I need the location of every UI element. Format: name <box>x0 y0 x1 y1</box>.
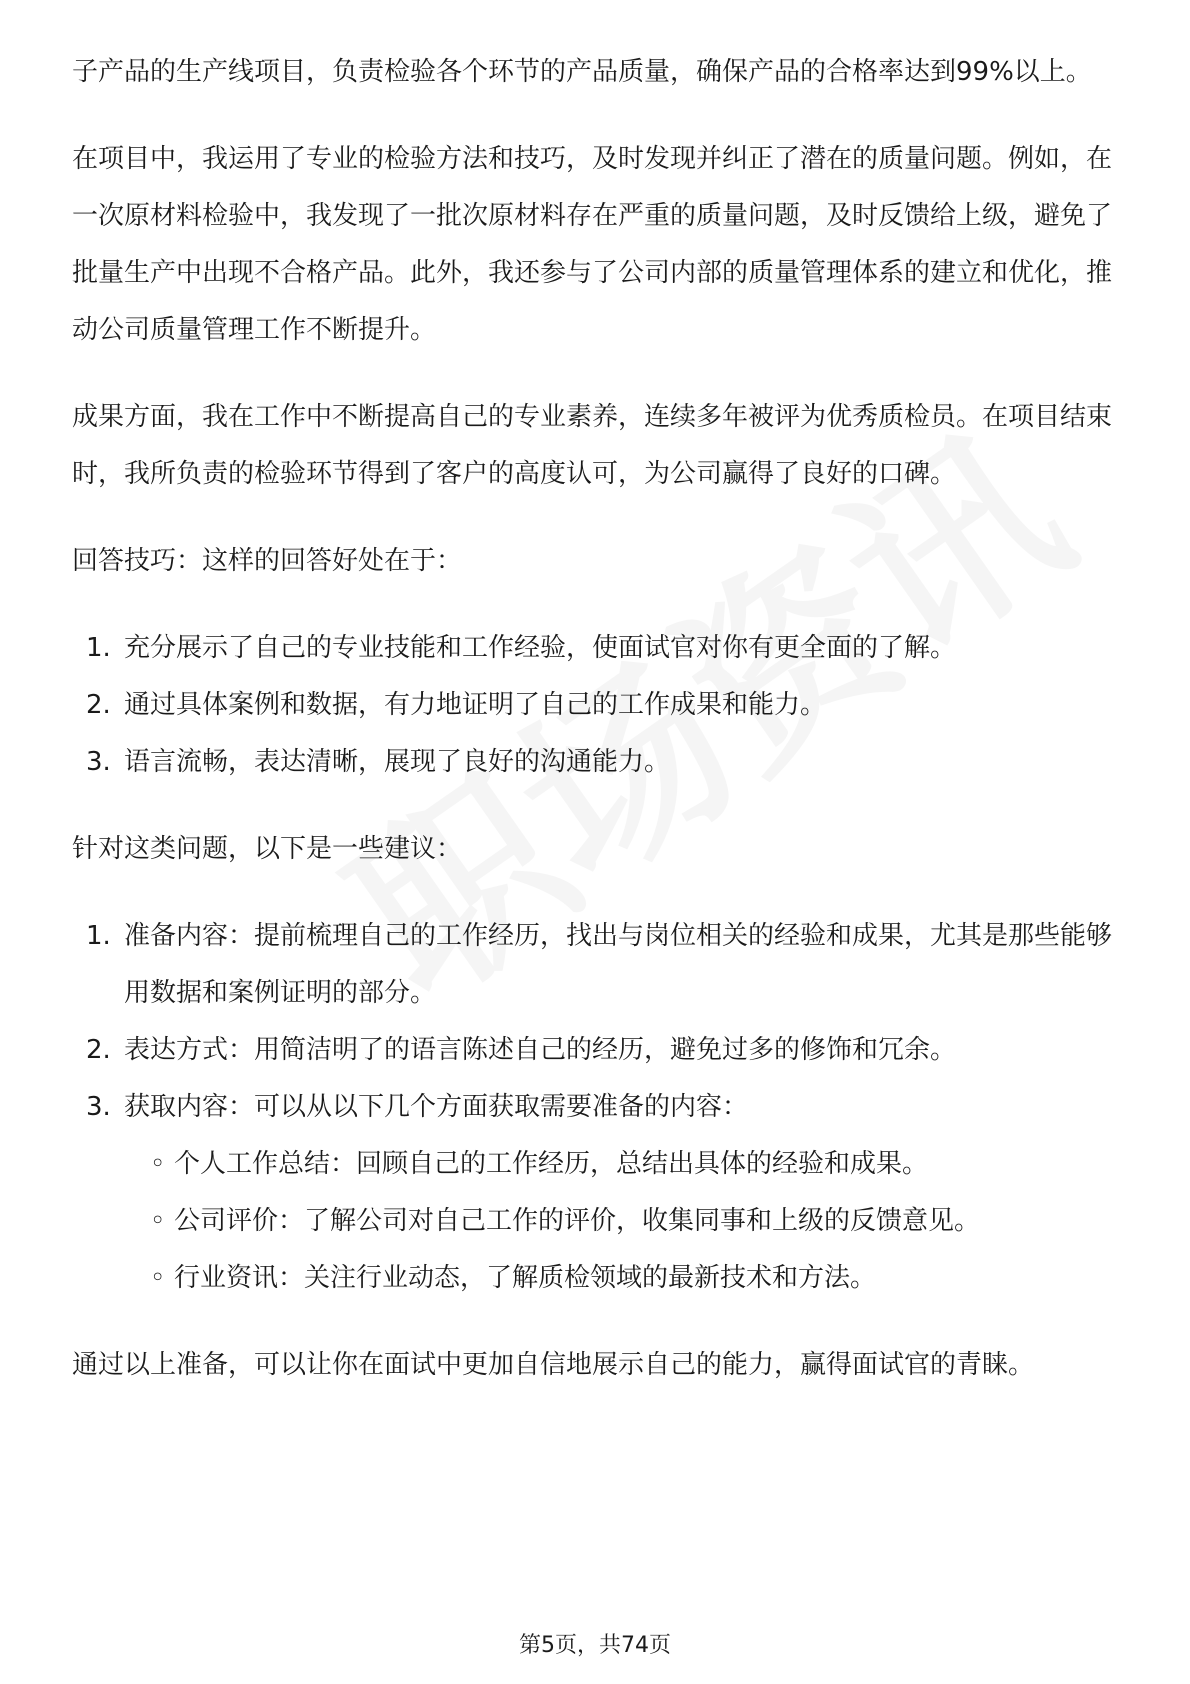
bullet-icon: ◦ <box>150 1149 166 1179</box>
sub-list <box>124 1136 1118 1307</box>
paragraph-6: 通过以上准备，可以让你在面试中更加自信地展示自己的能力，赢得面试官的青睐。 <box>72 1350 1035 1380</box>
paragraph-5: 针对这类问题，以下是一些建议： <box>72 834 463 864</box>
sub-list-item <box>124 1250 1118 1307</box>
paragraph-2: 在项目中，我运用了专业的检验方法和技巧，及时发现并纠正了潜在的质量问题。例如，在一次原材料检验中，我发现了一批次原材料存在严重的质量问题，及时反馈给上级，避免了批量生产中出现不合格产品。此外，我还参与了公司内部的质量管理体系的建立和优化，推动公司质量管理工作不断提升。 <box>72 144 1113 345</box>
list-item <box>72 734 1118 791</box>
list-number: 3. <box>86 1092 111 1122</box>
list-item <box>72 908 1118 1022</box>
sub-list-text: 个人工作总结：回顾自己的工作经历，总结出具体的经验和成果。 <box>174 1149 929 1179</box>
list-number: 3. <box>86 747 111 777</box>
list-item-text: 获取内容：可以从以下几个方面获取需要准备的内容： <box>124 1092 749 1122</box>
page-footer: 第5页，共74页 <box>519 1633 671 1658</box>
paragraph-1: 子产品的生产线项目，负责检验各个环节的产品质量，确保产品的合格率达到99%以上。 <box>72 57 1092 87</box>
answer-tips-list <box>72 620 1118 791</box>
sub-list-item <box>124 1136 1118 1193</box>
sub-list-item <box>124 1193 1118 1250</box>
sub-list-text: 公司评价：了解公司对自己工作的评价，收集同事和上级的反馈意见。 <box>174 1206 981 1236</box>
bullet-icon: ◦ <box>150 1263 166 1293</box>
document-body <box>72 44 1118 1424</box>
paragraph-3: 成果方面，我在工作中不断提高自己的专业素养，连续多年被评为优秀质检员。在项目结束时，我所负责的检验环节得到了客户的高度认可，为公司赢得了良好的口碑。 <box>72 402 1113 489</box>
list-item <box>72 620 1118 677</box>
bullet-icon: ◦ <box>150 1206 166 1236</box>
list-number: 1. <box>86 921 111 951</box>
list-item-text: 准备内容：提前梳理自己的工作经历，找出与岗位相关的经验和成果，尤其是那些能够用数据和案例证明的部分。 <box>124 921 1113 1008</box>
list-number: 2. <box>86 690 111 720</box>
list-item <box>72 677 1118 734</box>
list-item-text: 通过具体案例和数据，有力地证明了自己的工作成果和能力。 <box>124 690 827 720</box>
sub-list-text: 行业资讯：关注行业动态，了解质检领域的最新技术和方法。 <box>174 1263 877 1293</box>
list-number: 1. <box>86 633 111 663</box>
list-item-text: 表达方式：用简洁明了的语言陈述自己的经历，避免过多的修饰和冗余。 <box>124 1035 957 1065</box>
list-item-text: 语言流畅，表达清晰，展现了良好的沟通能力。 <box>124 747 671 777</box>
list-item-text: 充分展示了自己的专业技能和工作经验，使面试官对你有更全面的了解。 <box>124 633 957 663</box>
list-number: 2. <box>86 1035 111 1065</box>
list-item <box>72 1079 1118 1307</box>
paragraph-4: 回答技巧：这样的回答好处在于： <box>72 546 463 576</box>
list-item <box>72 1022 1118 1079</box>
suggestions-list <box>72 908 1118 1307</box>
